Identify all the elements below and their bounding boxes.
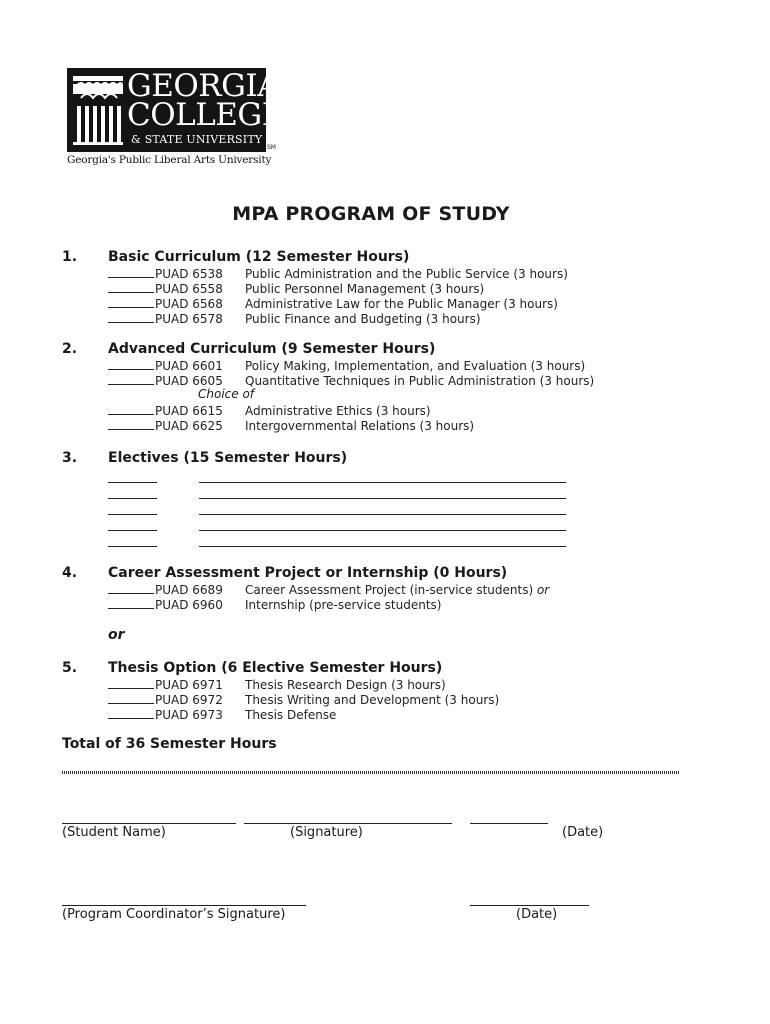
course-row: PUAD 6615 Administrative Ethics (3 hours) <box>108 402 431 418</box>
checkbox-blank[interactable] <box>108 357 154 370</box>
section-5-heading: Thesis Option (6 Elective Semester Hours) <box>108 660 443 676</box>
checkbox-blank[interactable] <box>108 417 154 430</box>
choice-of-label: Choice of <box>198 387 255 401</box>
elective-title-blank[interactable] <box>199 529 566 531</box>
coordinator-signature-line[interactable] <box>62 904 306 906</box>
columns-emblem-icon <box>71 72 125 148</box>
checkbox-blank[interactable] <box>108 691 154 704</box>
or-separator: or <box>108 627 125 643</box>
course-row: PUAD 6972 Thesis Writing and Development (3 hours) <box>108 691 499 707</box>
course-row: PUAD 6538 Public Administration and the Public Service (3 hours) <box>108 265 568 281</box>
course-row: PUAD 6601 Policy Making, Implementation, and Evaluation (3 hours) <box>108 357 585 373</box>
total-hours: Total of 36 Semester Hours <box>62 736 277 752</box>
checkbox-blank[interactable] <box>108 265 154 278</box>
student-name-line[interactable] <box>62 822 236 824</box>
course-row: PUAD 6973 Thesis Defense <box>108 706 336 722</box>
course-row: PUAD 6689 Career Assessment Project (in-service students) or <box>108 581 549 597</box>
checkbox-blank[interactable] <box>108 596 154 609</box>
date-label-2: (Date) <box>516 907 558 922</box>
signature-label: (Signature) <box>290 825 363 840</box>
elective-title-blank[interactable] <box>199 513 566 515</box>
elective-title-blank[interactable] <box>199 497 566 499</box>
course-row: PUAD 6960 Internship (pre-service students) <box>108 596 441 612</box>
section-1-heading: Basic Curriculum (12 Semester Hours) <box>108 249 410 265</box>
course-row: PUAD 6605 Quantitative Techniques in Public Administration (3 hours) <box>108 372 594 388</box>
checkbox-blank[interactable] <box>108 310 154 323</box>
divider-rule <box>62 771 680 774</box>
elective-code-blank[interactable] <box>108 545 157 547</box>
course-row: PUAD 6578 Public Finance and Budgeting (3 hours) <box>108 310 481 326</box>
logo-georgia: GEORGIA <box>127 68 280 104</box>
section-3-heading: Electives (15 Semester Hours) <box>108 450 348 466</box>
date-line-2[interactable] <box>470 904 589 906</box>
section-2-number: 2. <box>62 341 78 357</box>
coordinator-signature-label: (Program Coordinator’s Signature) <box>62 907 286 922</box>
signature-line[interactable] <box>244 822 452 824</box>
course-row: PUAD 6568 Administrative Law for the Public Manager (3 hours) <box>108 295 558 311</box>
course-row: PUAD 6558 Public Personnel Management (3 hours) <box>108 280 484 296</box>
checkbox-blank[interactable] <box>108 706 154 719</box>
elective-code-blank[interactable] <box>108 529 157 531</box>
date-label-1: (Date) <box>562 825 604 840</box>
logo-college: COLLEGE <box>127 97 284 133</box>
checkbox-blank[interactable] <box>108 295 154 308</box>
section-4-heading: Career Assessment Project or Internship (0 Hours) <box>108 565 508 581</box>
logo-tagline: Georgia's Public Liberal Arts University <box>67 154 272 166</box>
logo-service-mark: SM <box>267 144 276 151</box>
checkbox-blank[interactable] <box>108 402 154 415</box>
checkbox-blank[interactable] <box>108 676 154 689</box>
college-logo <box>67 68 284 166</box>
checkbox-blank[interactable] <box>108 581 154 594</box>
checkbox-blank[interactable] <box>108 280 154 293</box>
elective-code-blank[interactable] <box>108 497 157 499</box>
logo-state-university: & STATE UNIVERSITY <box>131 133 263 146</box>
page-title: MPA PROGRAM OF STUDY <box>232 203 510 225</box>
elective-title-blank[interactable] <box>199 545 566 547</box>
section-4-number: 4. <box>62 565 78 581</box>
student-name-label: (Student Name) <box>62 825 166 840</box>
course-row: PUAD 6971 Thesis Research Design (3 hours) <box>108 676 446 692</box>
section-1-number: 1. <box>62 249 78 265</box>
course-row: PUAD 6625 Intergovernmental Relations (3 hours) <box>108 417 474 433</box>
section-2-heading: Advanced Curriculum (9 Semester Hours) <box>108 341 436 357</box>
elective-title-blank[interactable] <box>199 481 566 483</box>
elective-code-blank[interactable] <box>108 481 157 483</box>
date-line-1[interactable] <box>470 822 548 824</box>
elective-code-blank[interactable] <box>108 513 157 515</box>
section-3-number: 3. <box>62 450 78 466</box>
checkbox-blank[interactable] <box>108 372 154 385</box>
section-5-number: 5. <box>62 660 78 676</box>
